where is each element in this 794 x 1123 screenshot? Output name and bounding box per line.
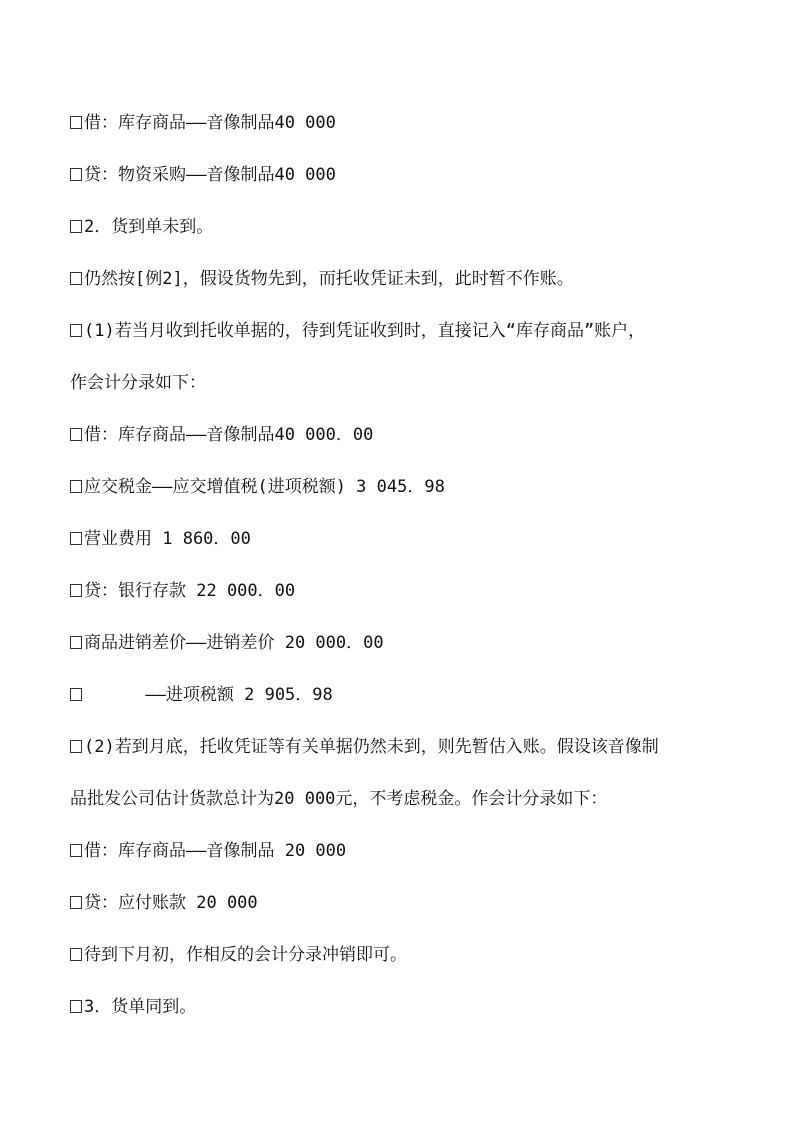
entry-line [70, 630, 384, 656]
checkbox-icon [70, 896, 82, 909]
section-heading [70, 214, 213, 240]
line-text: 作会计分录如下： [70, 373, 206, 393]
line-text: 3．货单同到。 [84, 997, 197, 1017]
line-text: 品批发公司估计货款总计为20 000元，不考虑税金。作会计分录如下： [70, 789, 608, 809]
checkbox-icon [70, 688, 82, 701]
line-text: 商品进销差价——进销差价 20 000．00 [84, 633, 384, 653]
checkbox-icon [70, 636, 82, 649]
entry-line [70, 474, 445, 500]
paragraph-line [70, 318, 645, 344]
checkbox-icon [70, 220, 82, 233]
checkbox-icon [70, 324, 82, 337]
entry-line [70, 422, 373, 448]
section-heading [70, 994, 196, 1020]
line-text: (1)若当月收到托收单据的，待到凭证收到时，直接记入“库存商品”账户， [84, 321, 646, 341]
checkbox-icon [70, 168, 82, 181]
entry-line [70, 890, 258, 916]
entry-line [70, 110, 336, 136]
paragraph-line [70, 734, 659, 760]
line-text: 待到下月初，作相反的会计分录冲销即可。 [84, 945, 407, 965]
line-text: 应交税金——应交增值税(进项税额) 3 045．98 [84, 477, 445, 497]
checkbox-icon [70, 844, 82, 857]
checkbox-icon [70, 116, 82, 129]
checkbox-icon [70, 1000, 82, 1013]
entry-line [70, 526, 251, 552]
line-text: 营业费用 1 860．00 [84, 529, 251, 549]
line-text: 贷：银行存款 22 000．00 [84, 581, 296, 601]
entry-line [70, 838, 346, 864]
line-text: (2)若到月底，托收凭证等有关单据仍然未到，则先暂估入账。假设该音像制 [84, 737, 659, 757]
paragraph-line [70, 942, 407, 968]
line-text: 仍然按[例2]，假设货物先到，而托收凭证未到，此时暂不作账。 [84, 269, 574, 289]
line-text: 借：库存商品——音像制品40 000．00 [84, 425, 374, 445]
entry-line [70, 682, 333, 708]
paragraph-line [70, 266, 574, 292]
entry-line [70, 162, 336, 188]
entry-line [70, 578, 295, 604]
line-text: ——进项税额 2 905．98 [84, 685, 333, 705]
checkbox-icon [70, 480, 82, 493]
checkbox-icon [70, 740, 82, 753]
line-text: 2．货到单未到。 [84, 217, 214, 237]
checkbox-icon [70, 584, 82, 597]
line-text: 贷：应付账款 20 000 [84, 893, 258, 913]
line-text: 借：库存商品——音像制品 20 000 [84, 841, 347, 861]
checkbox-icon [70, 948, 82, 961]
checkbox-icon [70, 428, 82, 441]
paragraph-continuation [70, 786, 607, 812]
paragraph-continuation [70, 370, 206, 396]
checkbox-icon [70, 272, 82, 285]
line-text: 借：库存商品——音像制品40 000 [84, 113, 336, 133]
checkbox-icon [70, 532, 82, 545]
line-text: 贷：物资采购——音像制品40 000 [84, 165, 336, 185]
